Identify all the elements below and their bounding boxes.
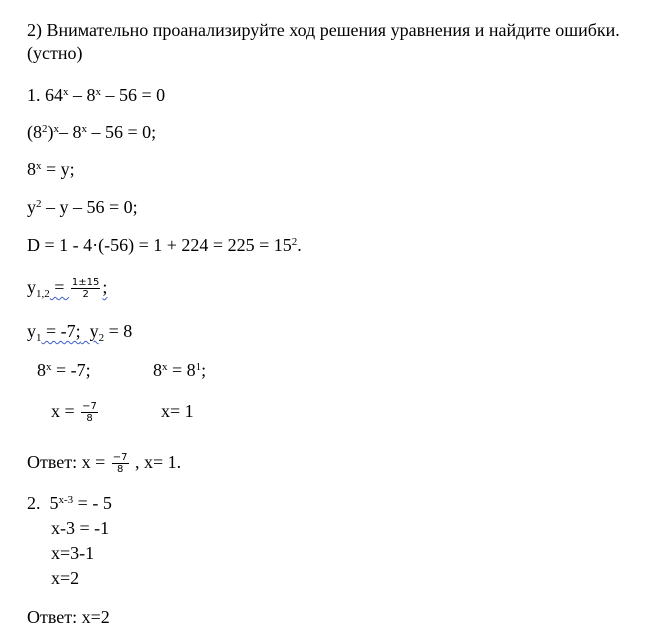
- roots-fraction: $\frac{1\pm 15}{2}$: [71, 277, 100, 301]
- step-line-4: x=2: [51, 568, 80, 588]
- solution-right: x= 1: [161, 401, 194, 421]
- equation-line-2: 2. $5^{x-3}$ = - 5: [27, 493, 112, 513]
- substitution-line: $8^x = y$;: [27, 159, 75, 179]
- roots-line: $y_1 = -7$; $y_2 = 8$: [27, 321, 133, 344]
- task-title: 2) Внимательно проанализируйте ход решения уравнения и найдите ошибки.: [27, 20, 620, 40]
- discriminant-line: $D = 1 - 4\cdot(-56) = 1 + 224 = 225 = 15^2$.: [27, 235, 302, 255]
- roots-formula-line: $y_{1,2}$ = $\frac{1\pm 15}{2}$ ;: [27, 277, 108, 301]
- solution-fraction: $\frac{-7}{8}$: [82, 401, 97, 425]
- answer-fraction: $\frac{-7}{8}$: [112, 452, 128, 476]
- back-substitution-right: $8^x = 8^1$;: [153, 360, 207, 380]
- back-substitution-left: $8^x = -7$;: [37, 360, 91, 380]
- step-line-2: x-3 = -1: [51, 518, 110, 538]
- solution-left: x = $\frac{-7}{8}$: [51, 401, 97, 425]
- step-line-3: x=3-1: [51, 543, 95, 563]
- equation-line: 1. 64$^x$ – 8$^x$ – 56 = 0: [27, 85, 166, 105]
- step-line: $(8^2)^x-$ 8$^x$ – 56 = 0;: [27, 122, 157, 142]
- answer-line-2: Ответ: x=2: [27, 607, 110, 627]
- task-subtitle: (устно): [27, 43, 83, 63]
- answer-line-1: Ответ: x = $\frac{-7}{8}$ , x= 1.: [27, 452, 182, 476]
- quadratic-line: $y^2 - y - 56 = 0$;: [27, 197, 138, 217]
